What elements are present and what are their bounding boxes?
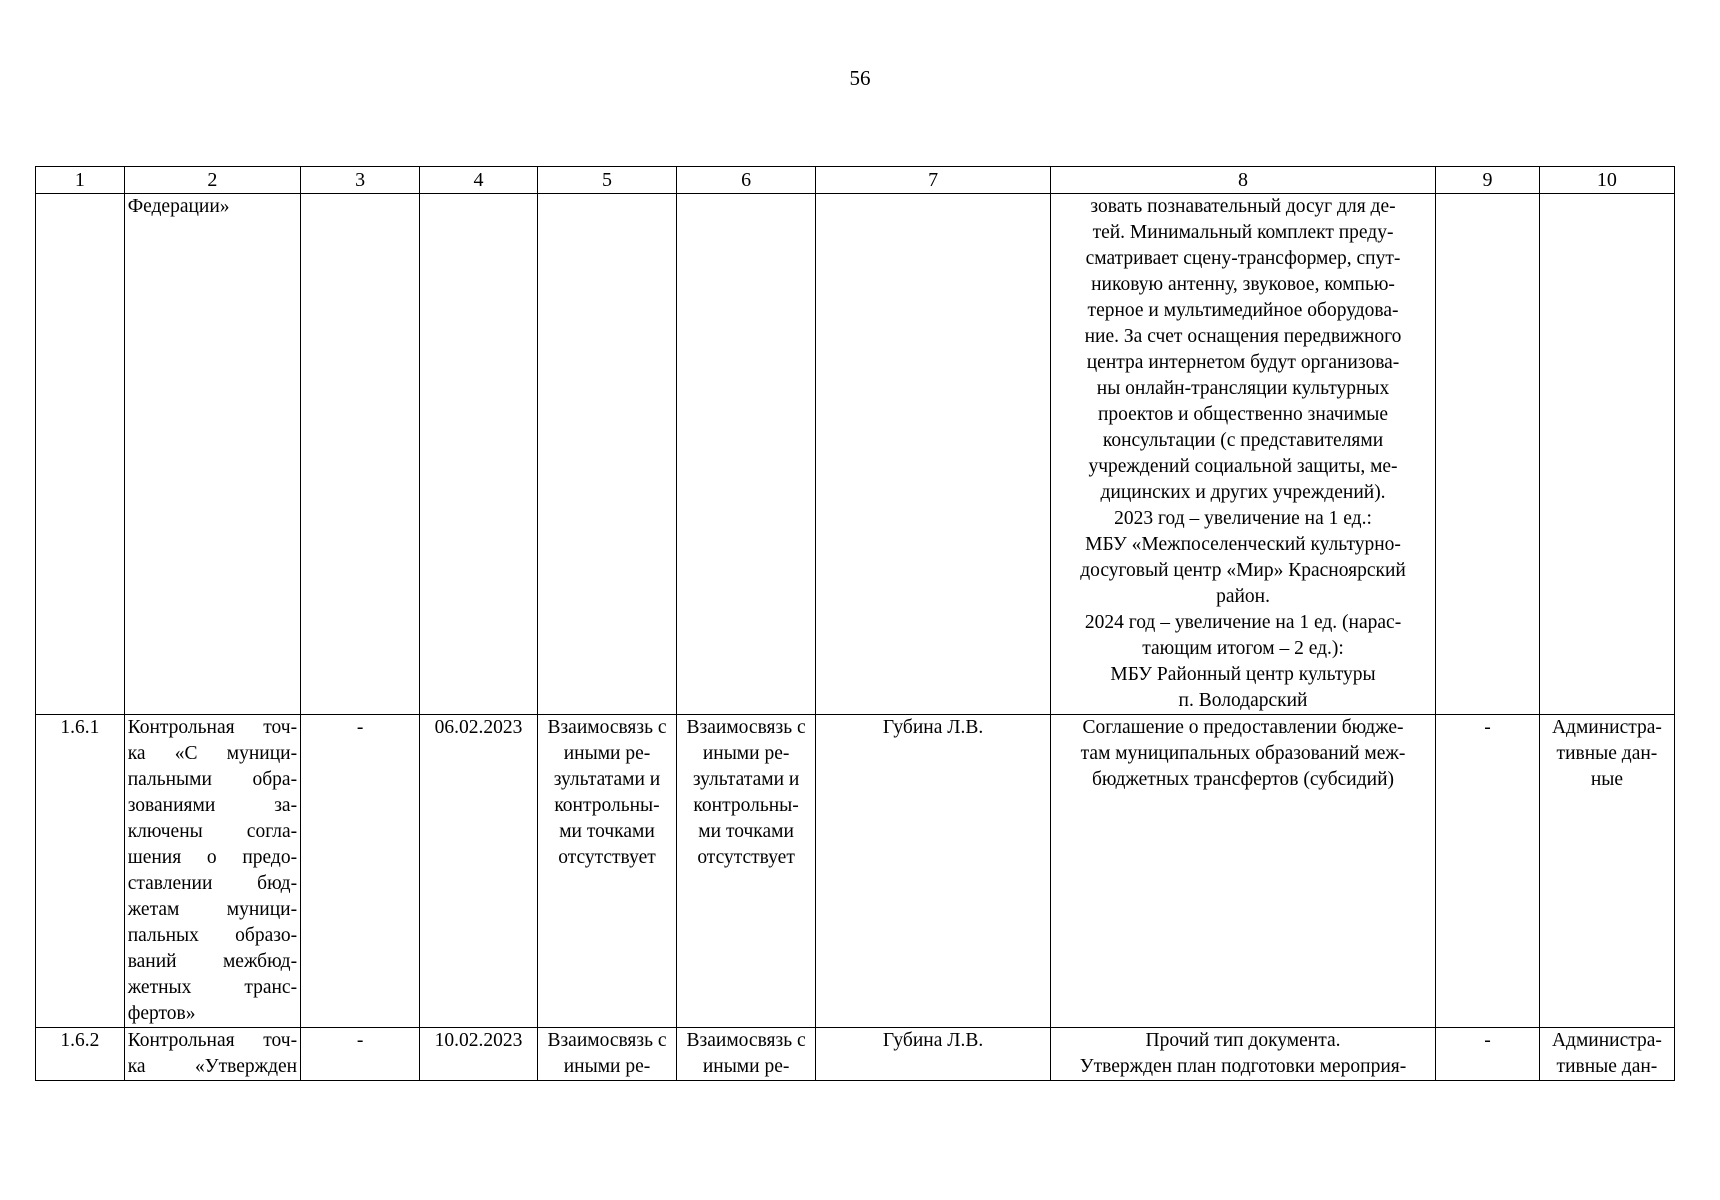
cell-line: там муниципальных образований меж- [1080, 743, 1406, 764]
data-source-cell [1539, 1028, 1674, 1081]
cell-line: проектов и общественно значимые [1097, 404, 1389, 425]
cell-line: терное и мультимедийное оборудова- [1087, 300, 1399, 321]
cell-line: зовать познавательный досуг для де- [1090, 196, 1396, 217]
cell-line: центра интернетом будут организова- [1086, 352, 1400, 373]
link-cell-col5 [537, 715, 676, 1028]
cell-line: МБУ Районный центр культуры [1110, 664, 1376, 685]
responsible-cell: Губина Л.В. [816, 1028, 1051, 1081]
cell-line: Соглашение о предоставлении бюдже- [1082, 717, 1404, 738]
cell-line: тивные дан- [1556, 743, 1658, 764]
cell-line: тивные дан- [1556, 1056, 1658, 1077]
description-cell [1051, 194, 1436, 715]
cell-line: бюджетных трансфертов (субсидий) [1092, 769, 1395, 790]
cell-line: иными ре- [702, 743, 790, 764]
cell-line: ка «Утвержден [127, 1056, 298, 1077]
cell-line: тающим итогом – 2 ед.): [1142, 638, 1344, 659]
data-source-cell [1539, 194, 1674, 715]
date-cell: 06.02.2023 [420, 715, 538, 1028]
cell-line: Федерации» [127, 196, 230, 217]
cell-line: Взаимосвязь с [686, 1030, 806, 1051]
cell-line: 2023 год – увеличение на 1 ед.: [1114, 508, 1372, 529]
cell-line: ние. За счет оснащения передвижного [1084, 326, 1402, 347]
cell-line: отсутствует [558, 847, 656, 868]
date-cell [420, 194, 538, 715]
cell-line: Администра- [1551, 717, 1662, 738]
column-header-3: 3 [301, 167, 420, 194]
cell-line: тей. Минимальный комплект преду- [1092, 222, 1394, 243]
cell-col9: - [1436, 715, 1540, 1028]
cell-line: дицинских и других учреждений). [1100, 482, 1386, 503]
cell-line: иными ре- [563, 743, 651, 764]
cell-col3 [301, 194, 420, 715]
link-cell-col5 [537, 194, 676, 715]
data-source-cell [1539, 715, 1674, 1028]
cell-line: Взаимосвязь с [547, 717, 667, 738]
cell-line: ставлении бюд- [127, 873, 298, 894]
column-header-1: 1 [36, 167, 125, 194]
cell-line: досуговый центр «Мир» Красноярский [1080, 560, 1406, 581]
column-header-7: 7 [816, 167, 1051, 194]
cell-line: пальными обра- [127, 769, 298, 790]
link-cell-col6 [677, 715, 816, 1028]
row-number-cell: 1.6.1 [36, 715, 125, 1028]
cell-line: консультации (с представителями [1102, 430, 1384, 451]
cell-line: зованиями за- [127, 795, 298, 816]
table-row [36, 715, 1675, 1028]
cell-line: иными ре- [563, 1056, 651, 1077]
cell-line: никовую антенну, звуковое, компью- [1091, 274, 1395, 295]
cell-line: ка «С муници- [127, 743, 298, 764]
cell-col3: - [301, 715, 420, 1028]
cell-col3: - [301, 1028, 420, 1081]
column-header-6: 6 [677, 167, 816, 194]
cell-line: зультатами и [692, 769, 800, 790]
cell-line: фертов» [127, 1003, 196, 1024]
cell-line: МБУ «Межпоселенческий культурно- [1085, 534, 1401, 555]
row-number-cell [36, 194, 125, 715]
event-name-cell [124, 1028, 300, 1081]
cell-line: ключены согла- [127, 821, 298, 842]
responsible-cell: Губина Л.В. [816, 715, 1051, 1028]
cell-line: 2024 год – увеличение на 1 ед. (нарас- [1084, 612, 1402, 633]
link-cell-col5 [537, 1028, 676, 1081]
description-cell [1051, 1028, 1436, 1081]
link-cell-col6 [677, 1028, 816, 1081]
event-name-cell [124, 715, 300, 1028]
column-header-5: 5 [537, 167, 676, 194]
cell-line: Утвержден план подготовки мероприя- [1079, 1056, 1407, 1077]
responsible-cell [816, 194, 1051, 715]
cell-line: жетных транс- [127, 977, 298, 998]
table-row [36, 1028, 1675, 1081]
column-header-9: 9 [1436, 167, 1540, 194]
cell-line: контрольны- [554, 795, 660, 816]
description-cell [1051, 715, 1436, 1028]
cell-line: Контрольная точ- [127, 717, 298, 738]
cell-line: отсутствует [697, 847, 795, 868]
cell-line: контрольны- [693, 795, 799, 816]
cell-line: иными ре- [702, 1056, 790, 1077]
cell-line: ваний межбюд- [127, 951, 298, 972]
cell-line: ны онлайн-трансляции культурных [1096, 378, 1390, 399]
page-number: 56 [849, 66, 871, 90]
cell-line: жетам муници- [127, 899, 298, 920]
cell-line: учреждений социальной защиты, ме- [1088, 456, 1398, 477]
cell-line: зультатами и [553, 769, 661, 790]
cell-line: ми точками [559, 821, 655, 842]
cell-line: п. Володарский [1178, 690, 1308, 711]
cell-line: Взаимосвязь с [686, 717, 806, 738]
table-row [36, 194, 1675, 715]
column-header-8: 8 [1051, 167, 1436, 194]
cell-col9 [1436, 194, 1540, 715]
cell-line: Прочий тип документа. [1145, 1030, 1341, 1051]
cell-line: ми точками [698, 821, 794, 842]
date-cell: 10.02.2023 [420, 1028, 538, 1081]
measures-table [35, 166, 1675, 1081]
column-header-10: 10 [1539, 167, 1674, 194]
cell-line: Администра- [1551, 1030, 1662, 1051]
cell-line: Контрольная точ- [127, 1030, 298, 1051]
column-header-4: 4 [420, 167, 538, 194]
cell-line: шения о предо- [127, 847, 298, 868]
cell-col9: - [1436, 1028, 1540, 1081]
row-number-cell: 1.6.2 [36, 1028, 125, 1081]
cell-line: сматривает сцену-трансформер, спут- [1085, 248, 1401, 269]
column-header-2: 2 [124, 167, 300, 194]
cell-line: район. [1216, 586, 1270, 607]
cell-line: ные [1590, 769, 1624, 790]
link-cell-col6 [677, 194, 816, 715]
cell-line: Взаимосвязь с [547, 1030, 667, 1051]
cell-line: пальных образо- [127, 925, 298, 946]
event-name-cell [124, 194, 300, 715]
header-row [36, 167, 1675, 194]
